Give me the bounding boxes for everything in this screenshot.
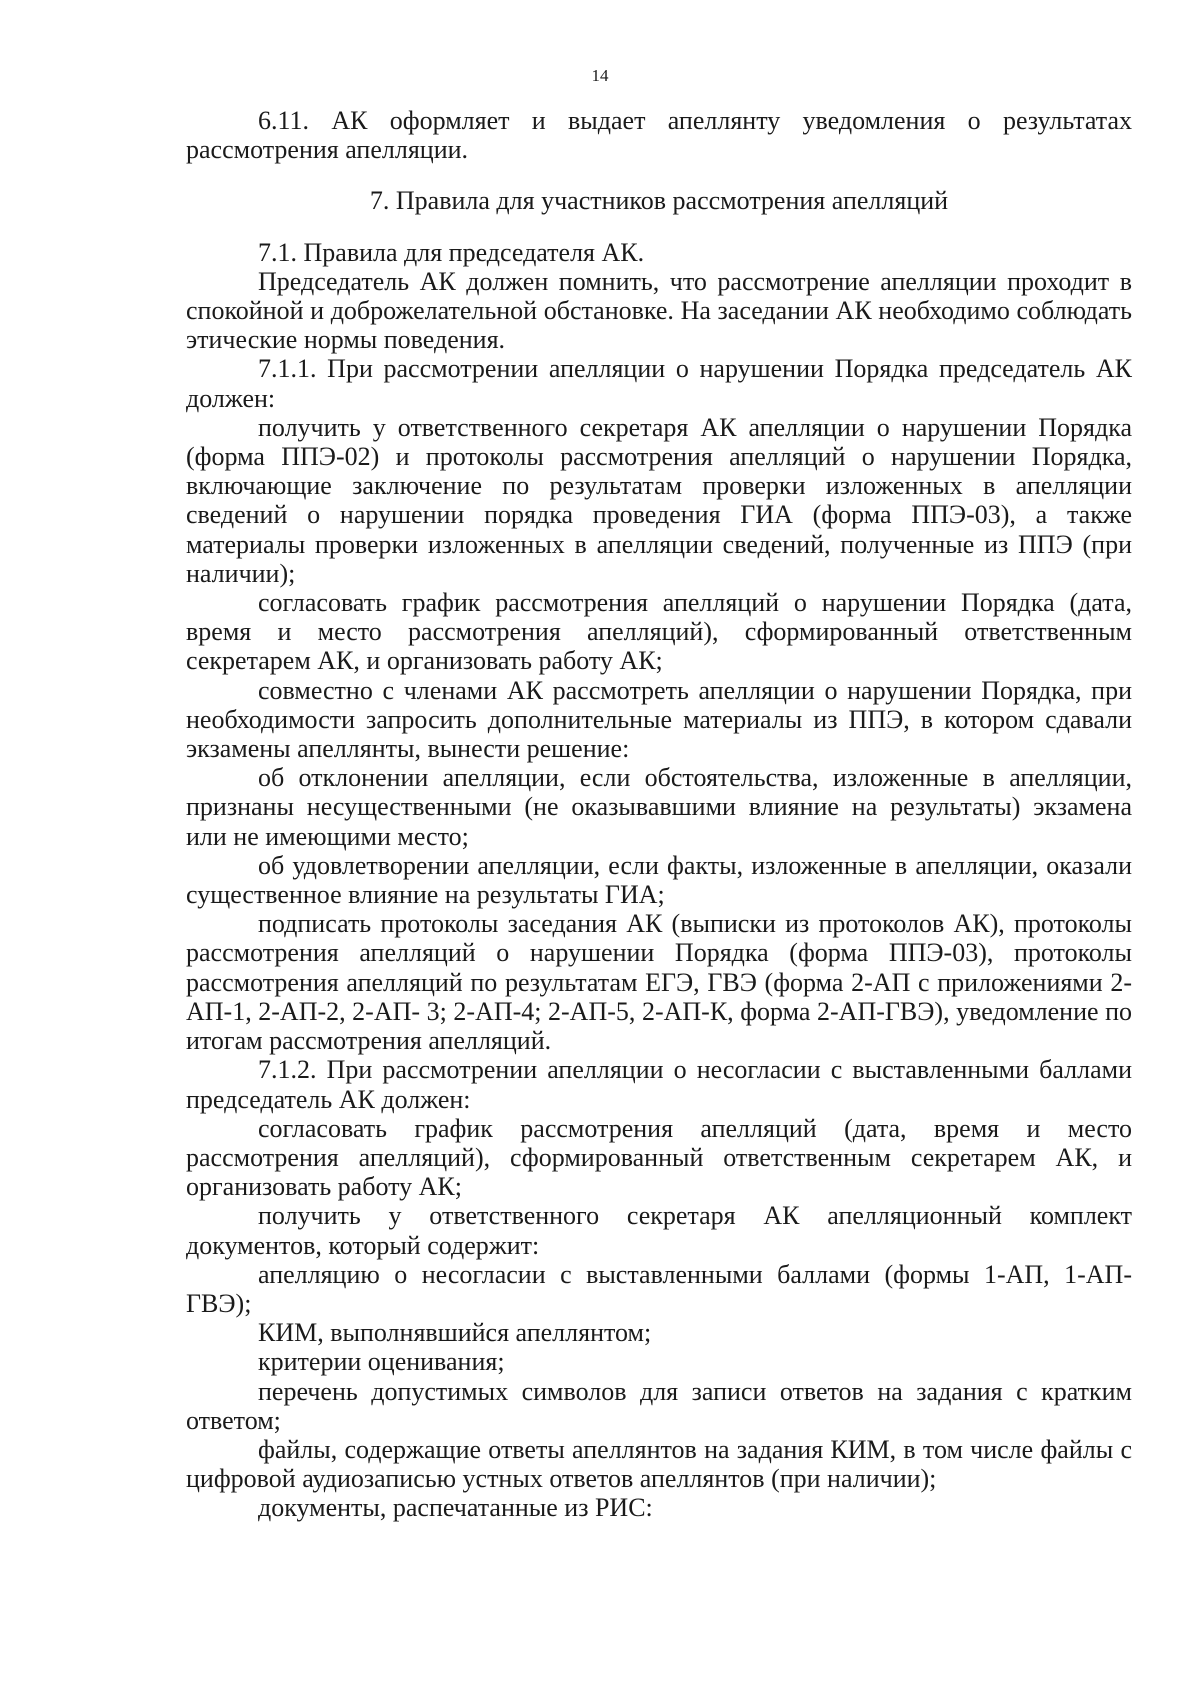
document-body <box>186 106 1132 1523</box>
paragraph: согласовать график рассмотрения апелляций (дата, время и место рассмотрения апелляций), сформированный ответственным секретарем АК, и организовать работу АК; <box>186 1113 1132 1202</box>
paragraph: файлы, содержащие ответы апеллянтов на задания КИМ, в том числе файлы с цифровой аудиозаписью устных ответов апеллянтов (при наличии); <box>186 1434 1132 1494</box>
paragraph: документы, распечатанные из РИС: <box>258 1493 653 1523</box>
page-number: 14 <box>591 66 609 85</box>
paragraph: 7.1.1. При рассмотрении апелляции о нарушении Порядка председатель АК должен: <box>186 354 1132 413</box>
paragraph: апелляцию о несогласии с выставленными баллами (формы 1-АП, 1-АП-ГВЭ); <box>186 1259 1132 1318</box>
paragraph: Председатель АК должен помнить, что рассмотрение апелляции проходит в спокойной и доброжелательной обстановке. На заседании АК необходимо соблюдать этические нормы поведения. <box>186 266 1132 355</box>
paragraph: получить у ответственного секретаря АК апелляции о нарушении Порядка (форма ППЭ-02) и протоколы рассмотрения апелляций о нарушении Порядка, включающие заключение по результатам проверки изложенных в апелляции сведений о нарушении порядка проведения ГИА (форма ППЭ-03), а также материалы проверки изложенных в апелляции сведений, полученные из ППЭ (при наличии); <box>186 412 1132 588</box>
paragraph: 7.1. Правила для председателя АК. <box>258 237 645 267</box>
paragraph: совместно с членами АК рассмотреть апелляции о нарушении Порядка, при необходимости запросить дополнительные материалы из ППЭ, в котором сдавали экзамены апеллянты, вынести решение: <box>186 675 1132 764</box>
paragraph: критерии оценивания; <box>258 1347 505 1377</box>
paragraph: согласовать график рассмотрения апелляций о нарушении Порядка (дата, время и место рассмотрения апелляций), сформированный ответственным секретарем АК, и организовать работу АК; <box>186 588 1132 676</box>
paragraph: 7.1.2. При рассмотрении апелляции о несогласии с выставленными баллами председатель АК должен: <box>186 1055 1132 1114</box>
section-heading: 7. Правила для участников рассмотрения апелляций <box>369 186 949 216</box>
paragraph: подписать протоколы заседания АК (выписки из протоколов АК), протоколы рассмотрения апелляций о нарушении Порядка (форма ППЭ-03), протоколы рассмотрения апелляций по результатам ЕГЭ, ГВЭ (форма 2-АП с приложениями 2-АП-1, 2-АП-2, 2-АП- 3; 2-АП-4; 2-АП-5, 2-АП-К, форма 2-АП-ГВЭ), уведомление по итогам рассмотрения апелляций. <box>186 909 1132 1056</box>
paragraph: об отклонении апелляции, если обстоятельства, изложенные в апелляции, признаны несущественными (не оказывавшими влияние на результаты) экзамена или не имеющими место; <box>186 763 1132 851</box>
paragraph: перечень допустимых символов для записи ответов на задания с кратким ответом; <box>186 1376 1132 1435</box>
paragraph: КИМ, выполнявшийся апеллянтом; <box>258 1318 652 1348</box>
paragraph: получить у ответственного секретаря АК апелляционный комплект документов, который содержит: <box>186 1201 1132 1260</box>
paragraph-6-11: 6.11. АК оформляет и выдает апеллянту уведомления о результатах рассмотрения апелляции. <box>186 106 1132 165</box>
paragraph: об удовлетворении апелляции, если факты, изложенные в апелляции, оказали существенное влияние на результаты ГИА; <box>186 850 1132 910</box>
